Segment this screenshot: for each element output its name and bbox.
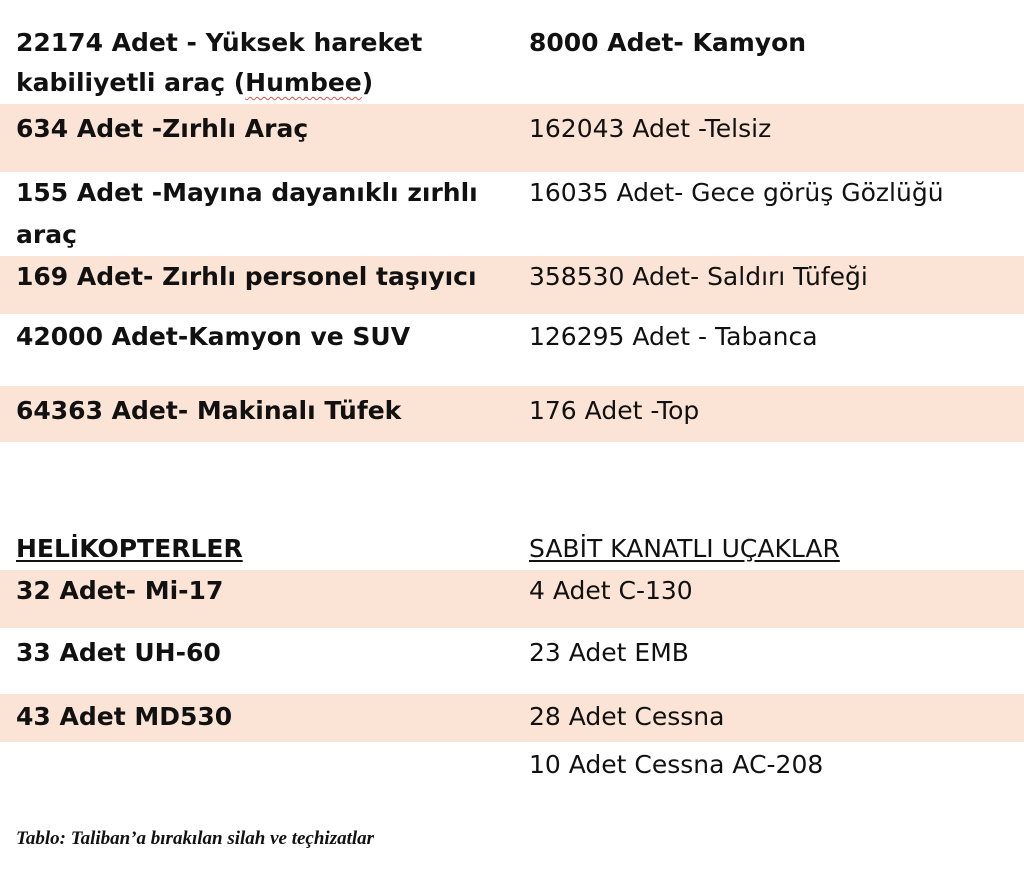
table-cell-right: 176 Adet -Top — [529, 396, 700, 425]
section-header-row — [0, 530, 1024, 570]
table-cell-right: 28 Adet Cessna — [529, 702, 725, 731]
table-row — [0, 0, 1024, 104]
table-row — [0, 742, 1024, 792]
table-cell-right: 23 Adet EMB — [529, 638, 689, 667]
table-cell-right: 126295 Adet - Tabanca — [529, 322, 818, 351]
table-cell-left: 155 Adet -Mayına dayanıklı zırhlı — [16, 178, 478, 207]
table-cell-right: 4 Adet C-130 — [529, 576, 693, 605]
table-cell-left: 64363 Adet- Makinalı Tüfek — [16, 396, 402, 425]
table-cell-right: 162043 Adet -Telsiz — [529, 114, 772, 143]
table-row — [0, 694, 1024, 742]
table-row — [0, 386, 1024, 442]
table-cell-left-line2: kabiliyetli araç (Humbee) — [16, 68, 374, 97]
table-cell-left: 43 Adet MD530 — [16, 702, 233, 731]
table-cell-left: 32 Adet- Mi-17 — [16, 576, 224, 605]
table-row — [0, 570, 1024, 628]
table-cell-left-line2: araç — [16, 220, 77, 249]
table-cell-right: 358530 Adet- Saldırı Tüfeği — [529, 262, 868, 291]
table-row — [0, 172, 1024, 256]
spellcheck-flagged-word: Humbee — [245, 68, 362, 97]
table-cell-left: 42000 Adet-Kamyon ve SUV — [16, 322, 411, 351]
table-row — [0, 314, 1024, 386]
table-cell-left: 33 Adet UH-60 — [16, 638, 221, 667]
fixed-wing-header: SABİT KANATLI UÇAKLAR — [529, 534, 840, 563]
table-cell-left: 22174 Adet - Yüksek hareket — [16, 28, 423, 57]
table-row — [0, 256, 1024, 314]
table-cell-left: 634 Adet -Zırhlı Araç — [16, 114, 309, 143]
table-row — [0, 628, 1024, 694]
table-cell-right: 16035 Adet- Gece görüş Gözlüğü — [529, 178, 944, 207]
table-row — [0, 104, 1024, 172]
helicopters-header: HELİKOPTERLER — [16, 534, 243, 563]
table-cell-right: 8000 Adet- Kamyon — [529, 28, 807, 57]
table-cell-left: 169 Adet- Zırhlı personel taşıyıcı — [16, 262, 477, 291]
table-caption: Tablo: Taliban’a bırakılan silah ve teçhizatlar — [16, 828, 375, 849]
table-cell-right: 10 Adet Cessna AC-208 — [529, 750, 824, 779]
